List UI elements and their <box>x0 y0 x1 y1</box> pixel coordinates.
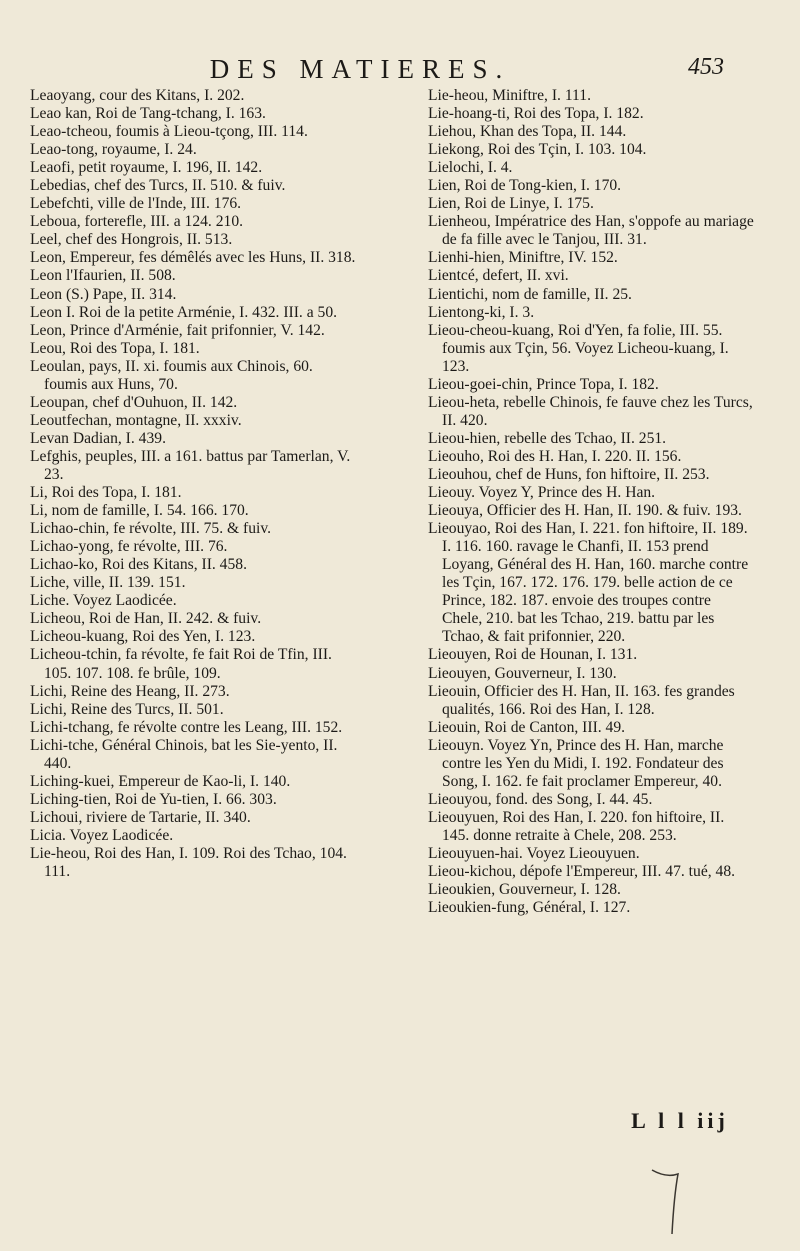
index-entry: Leon I. Roi de la petite Arménie, I. 432. III. a 50. <box>30 303 338 321</box>
index-entry: Lieouyuen-hai. Voyez Lieouyuen. <box>428 844 640 862</box>
index-entry: Leel, chef des Hongrois, II. 513. <box>30 231 233 249</box>
index-entry: Lieoukien-fung, Général, I. 127. <box>428 899 631 917</box>
index-entry: Leaofi, petit royaume, I. 196, II. 142. <box>30 159 263 177</box>
index-entry: Lieouin, Roi de Canton, III. 49. <box>428 718 626 736</box>
signature-mark: L l l iij <box>631 1108 729 1133</box>
index-entry: Lebefchti, ville de l'Inde, III. 176. <box>30 195 242 213</box>
index-entry: Lefghis, peuples, III. a 161. battus par Tamerlan, V. 23. <box>30 447 351 483</box>
index-entry: Lieou-cheou-kuang, Roi d'Yen, fa folie, III. 55. foumis aux Tçin, 56. Voyez Licheou-kuang, I. 123. <box>428 321 729 375</box>
index-entry: Lichi-tchang, fe révolte contre les Leang, III. 152. <box>30 718 343 736</box>
index-entry: Liching-kuei, Empereur de Kao-li, I. 140. <box>30 772 291 790</box>
index-entry: Leon, Empereur, fes démêlés avec les Huns, II. 318. <box>30 249 356 267</box>
index-entry: Liching-tien, Roi de Yu-tien, I. 66. 303. <box>30 790 277 808</box>
index-entry: Leoutfechan, montagne, II. xxxiv. <box>30 411 242 429</box>
left-column <box>30 87 356 881</box>
index-entry: Lien, Roi de Tong-kien, I. 170. <box>428 177 622 195</box>
index-entry: Lieouyao, Roi des Han, I. 221. fon hiftoire, II. 189. I. 116. 160. ravage le Chanfi, II. 153 prend Loyang, Général des H. Han, 160. marche contre les Tçin, 167. 172. 176. 179. belle action de ce Prince, 182. 187. envoie des troupes contre Chele, 210. bat les Tchao, 219. battu par les Tchao, & fait prifonnier, 220. <box>428 520 749 646</box>
index-entry: Leon, Prince d'Arménie, fait prifonnier, V. 142. <box>30 321 325 339</box>
index-entry: Lielochi, I. 4. <box>428 159 513 177</box>
index-entry: Leao-tong, royaume, I. 24. <box>30 141 197 159</box>
index-entry: Lichao-yong, fe révolte, III. 76. <box>30 538 228 556</box>
index-entry: Leoulan, pays, II. xi. foumis aux Chinois, 60. foumis aux Huns, 70. <box>30 357 313 393</box>
index-entry: Lebedias, chef des Turcs, II. 510. & fuiv. <box>30 177 286 195</box>
running-title: DES MATIERES. <box>209 54 511 84</box>
index-entry: Leoupan, chef d'Ouhuon, II. 142. <box>30 393 238 411</box>
index-entry: Lieouyn. Voyez Yn, Prince des H. Han, marche contre les Yen du Midi, I. 192. Fondateur des Song, I. 162. fe fait proclamer Empereur, 40. <box>428 736 724 790</box>
index-entry: Licheou-tchin, fa révolte, fe fait Roi de Tfin, III. 105. 107. 108. fe brûle, 109. <box>30 646 332 682</box>
index-entry: Lieou-kichou, dépofe l'Empereur, III. 47. tué, 48. <box>428 863 736 881</box>
index-entry: Lieou-hien, rebelle des Tchao, II. 251. <box>428 429 667 447</box>
index-entry: Lieoukien, Gouverneur, I. 128. <box>428 881 621 899</box>
index-entry: Lichi, Reine des Heang, II. 273. <box>30 682 230 700</box>
index-entry: Leboua, forterefle, III. a 124. 210. <box>30 213 244 231</box>
index-entry: Lieouin, Officier des H. Han, II. 163. fes grandes qualités, 166. Roi des Han, I. 128. <box>428 682 735 718</box>
index-entry: Leon l'Ifaurien, II. 508. <box>30 267 176 285</box>
index-entry: Licheou-kuang, Roi des Yen, I. 123. <box>30 628 256 646</box>
index-entry: Lieouyou, fond. des Song, I. 44. 45. <box>428 790 653 808</box>
index-entry: Lieou-heta, rebelle Chinois, fe fauve chez les Turcs, II. 420. <box>428 393 753 429</box>
index-entry: Lieouyen, Gouverneur, I. 130. <box>428 664 617 682</box>
index-entry: Licia. Voyez Laodicée. <box>30 826 174 844</box>
index-entry: Leou, Roi des Topa, I. 181. <box>30 339 200 357</box>
index-entry: Li, Roi des Topa, I. 181. <box>30 484 182 502</box>
index-entry: Lien, Roi de Linye, I. 175. <box>428 195 594 213</box>
index-entry: Leaoyang, cour des Kitans, I. 202. <box>30 87 245 104</box>
page-header <box>0 50 800 90</box>
index-entry: Liche, ville, II. 139. 151. <box>30 574 186 592</box>
index-entry: Lichi, Reine des Turcs, II. 501. <box>30 700 224 718</box>
index-entry: Li, nom de famille, I. 54. 166. 170. <box>30 502 249 520</box>
index-entry: Leao-tcheou, foumis à Lieou-tçong, III. 114. <box>30 123 308 141</box>
page-number: 453 <box>688 54 724 80</box>
index-entry: Lientcé, defert, II. xvi. <box>428 267 569 285</box>
index-entry: Lie-heou, Roi des Han, I. 109. Roi des Tchao, 104. 111. <box>30 844 347 881</box>
index-entry: Lieouyen, Roi de Hounan, I. 131. <box>428 646 638 664</box>
index-entry: Liche. Voyez Laodicée. <box>30 592 177 610</box>
index-entry: Lichi-tche, Général Chinois, bat les Sie-yento, II. 440. <box>30 736 338 772</box>
index-entry: Leon (S.) Pape, II. 314. <box>30 285 177 303</box>
index-entry: Leao kan, Roi de Tang-tchang, I. 163. <box>30 105 266 123</box>
index-entry: Levan Dadian, I. 439. <box>30 429 166 447</box>
index-entry: Lieouhou, chef de Huns, fon hiftoire, II. 253. <box>428 465 710 483</box>
index-entry: Lieouho, Roi des H. Han, I. 220. II. 156. <box>428 447 682 465</box>
index-entry: Lienheou, Impératrice des Han, s'oppofe au mariage de fa fille avec le Tanjou, III. 31. <box>428 213 754 249</box>
index-entry: Lieouy. Voyez Y, Prince des H. Han. <box>428 484 656 502</box>
index-entry: Lie-hoang-ti, Roi des Topa, I. 182. <box>428 105 644 123</box>
index-entry: Lieouya, Officier des H. Han, II. 190. & fuiv. 193. <box>428 502 742 520</box>
index-entry: Lie-heou, Miniftre, I. 111. <box>428 87 591 104</box>
ink-mark-icon <box>648 1160 688 1240</box>
index-entry: Lichao-ko, Roi des Kitans, II. 458. <box>30 556 247 574</box>
right-column <box>428 87 754 917</box>
index-entry: Lieou-goei-chin, Prince Topa, I. 182. <box>428 375 659 393</box>
index-entry: Liekong, Roi des Tçin, I. 103. 104. <box>428 141 647 159</box>
index-entry: Lichoui, riviere de Tartarie, II. 340. <box>30 808 251 826</box>
index-entry: Lichao-chin, fe révolte, III. 75. & fuiv. <box>30 520 272 538</box>
index-entry: Lienhi-hien, Miniftre, IV. 152. <box>428 249 618 267</box>
index-entry: Lientichi, nom de famille, II. 25. <box>428 285 632 303</box>
index-entry: Lientong-ki, I. 3. <box>428 303 535 321</box>
index-entry: Liehou, Khan des Topa, II. 144. <box>428 123 627 141</box>
index-entry: Licheou, Roi de Han, II. 242. & fuiv. <box>30 610 262 628</box>
index-entry: Lieouyuen, Roi des Han, I. 220. fon hiftoire, II. 145. donne retraite à Chele, 208. 253. <box>428 808 725 844</box>
